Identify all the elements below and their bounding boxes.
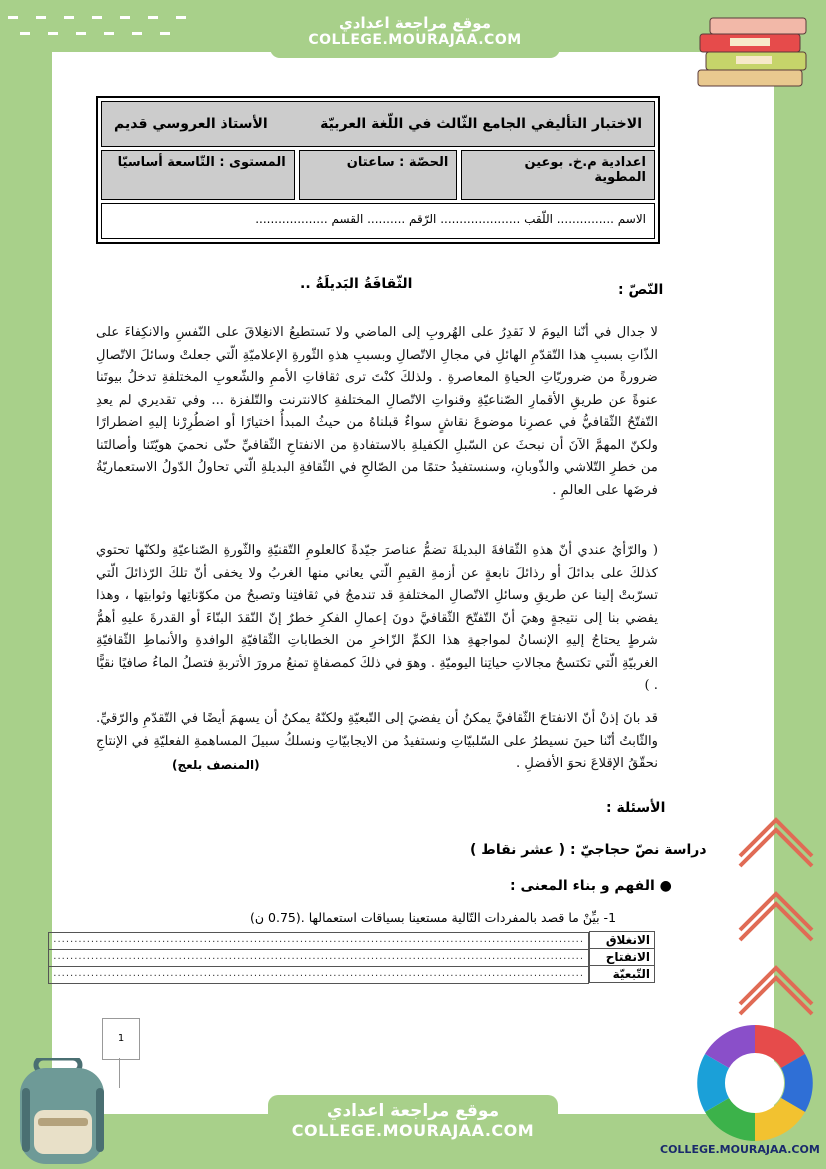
site-banner-bottom[interactable] xyxy=(268,1095,558,1155)
site-banner-top[interactable] xyxy=(270,6,560,58)
vocab-word: الانغلاق xyxy=(590,932,655,949)
answer-field[interactable]: ............................................................................................................................... xyxy=(48,966,589,984)
questions-label: الأسئلة : xyxy=(606,800,666,816)
session-duration: الحصّة : ساعتان xyxy=(299,150,458,200)
subsection-heading: ● الفهم و بناء المعنى : xyxy=(510,878,672,894)
header-info-row xyxy=(101,150,655,200)
logo-caption: COLLEGE.MOURAJAA.COM xyxy=(660,1143,820,1156)
exam-title: الاختبار التأليفي الجامع الثّالث في اللّغة العربيّة xyxy=(320,116,642,132)
paragraph-2: ( والرّأيُ عندي أنّ هذهِ الثّقافةَ البديلةَ تضمُّ عناصرَ جيّدةً كالعلومِ التّقنيّةِ والثّورةِ الصّناعيّةِ ولكنّها تحتوي كذلكَ على بدائلَ أو رذائلَ نابعةٍ عن أزمةِ القيمِ الّتي يعاني منها الغربُ ولا يخفى أنّ تلكَ الرّذائلَ الّتي تسرّبتْ إلينا عن طريقِ وسائلِ الاتّصالِ المختلفةِ قد تندمجُ في ثقافتِنا وتصبحُ من مكوّناتِها وثوابتِها ، وهذا يفضي بنا إلى نتيجةٍ وهيَ أنّ التّفتّحَ الثّقافيَّ دونَ إعمالِ الفكرِ خطرٌ إنّ النّقدَ البنّاءَ أو القدرةَ عليهِ أهمُّ شرطٍ يحتاجُ إليهِ الإنسانُ لمواجهةِ هذا الكمِّ الزّاخرِ من الخطاباتِ الثّقافيّةِ الوافدةِ والأنماطِ الثّقافيّةِ الغربيّةِ الّتي تكتسحُ مجالاتِ حياتِنا اليوميّةِ . وهوَ في ذلكَ كمصفاةٍ تمنعُ مرورَ الأتربةِ فتصلُ الماءُ صافيًا نقيًّا . ) xyxy=(96,543,658,693)
banner-arabic: موقع مراجعة اعدادي xyxy=(339,14,491,32)
text-label: النّصّ : xyxy=(618,282,664,298)
answer-field[interactable]: ............................................................................................................................... xyxy=(48,949,589,967)
vocab-word: الانفتاح xyxy=(590,949,655,966)
author-credit: (المنصف بلعج) xyxy=(172,758,260,772)
grade-level: المستوى : التّاسعة أساسيّا xyxy=(101,150,295,200)
table-row xyxy=(101,949,655,966)
page-number: 1 xyxy=(102,1018,140,1060)
banner-latin: COLLEGE.MOURAJAA.COM xyxy=(291,1121,535,1140)
site-logo[interactable] xyxy=(694,1022,816,1144)
backpack-icon xyxy=(8,1058,120,1166)
answer-field[interactable]: ............................................................................................................................... xyxy=(48,932,589,950)
table-row xyxy=(101,966,655,983)
school-name: اعدادية م.خ. بوعين المطوية xyxy=(461,150,655,200)
table-row xyxy=(101,932,655,949)
chevron-up-icon xyxy=(734,790,818,1030)
header-title-row xyxy=(101,101,655,147)
section-heading: دراسة نصّ حجاجيّ : ( عشر نقاط ) xyxy=(470,842,707,858)
paragraph-1: لا جدال في أنّنا اليومَ لا نَقدِرُ على الهُروبِ إلى الماضي ولا نَستطيعُ الانغِلاقَ على النّفسِ والانكِفاءَ على الذّاتِ بسببِ هذا التّقدّمِ الهائلِ في مجالِ الاتّصالِ وبسببِ هذهِ الثّورةِ الإعلاميّةِ الّتي جعلتْ وسائلَ الاتّصالِ ضرورةً من ضروريّاتِ الحياةِ المعاصرةِ . ولذلكَ كنْتَ ترى ثقافاتِ الأممِ والشّعوبِ المختلفةِ تدخلُ بيوتَنا عنوةً عن طريقِ الأقمارِ الصّناعيّةِ وقنواتِ الاتّصالِ المختلفةِ كالانترنت والتّلفزة ... وفي تقديري لم يعدِ التّفتّحُ الثّقافيُّ في عصرِنا موضوعَ نقاشٍ سواءٌ قبلناهُ من حيثُ المبدأُ اختيارًا أو اضطُرِرْنا إليهِ اضطرارًا ولكنّ المهمَّ الآنَ أن نبحثَ عن السّبلِ الكفيلةِ بالاستفادةِ من الانفتاحِ الثّقافيِّ حتّى نحميَ هويّتَنا وأصالتَنا من خطرِ التّلاشي والذّوبانِ، وسنستفيدُ حتمًا من الصّالحِ في الثّقافةِ البديلةِ الّتي تحاولُ الدّولُ الاستعماريّةُ فرضَها على العالمِ . xyxy=(96,325,658,498)
vocab-table xyxy=(53,931,655,983)
text-title: الثّقافَةُ البَديلَةُ .. xyxy=(300,276,413,292)
teacher-name: الأستاذ العروسي قديم xyxy=(114,116,268,132)
vocab-word: التّبعيّة xyxy=(590,966,655,983)
student-info-line: الاسم ............... اللّقب ..................... الرّقم .......... القسم ................... xyxy=(101,203,655,239)
paragraph-3: قد بانَ إذنْ أنّ الانفتاحَ الثّقافيَّ يمكنُ أن يفضيَ إلى التّبعيّةِ ولكنّهُ يمكنُ أن يسهمَ أيضًا في التّقدّمِ والرّقيِّ. والثّابتُ أنّنا حينَ نسيطرُ على السّلبيّاتِ ونستفيدُ من الايجابيّاتِ ونسلكُ سبيلَ المساهمةِ الفعليّةِ في الإنتاجِ نحقّقُ الإقلاعَ نحوَ الأفضلِ . xyxy=(96,711,658,771)
banner-latin: COLLEGE.MOURAJAA.COM xyxy=(308,32,522,48)
books-icon xyxy=(690,8,816,90)
question-1: 1- بيِّنْ ما قصد بالمفردات التّالية مستعينا بسياقات استعمالها .(0.75 ن) xyxy=(250,910,617,925)
banner-arabic: موقع مراجعة اعدادي xyxy=(326,1101,500,1121)
decorative-dots xyxy=(0,0,260,60)
exam-header xyxy=(96,96,660,244)
